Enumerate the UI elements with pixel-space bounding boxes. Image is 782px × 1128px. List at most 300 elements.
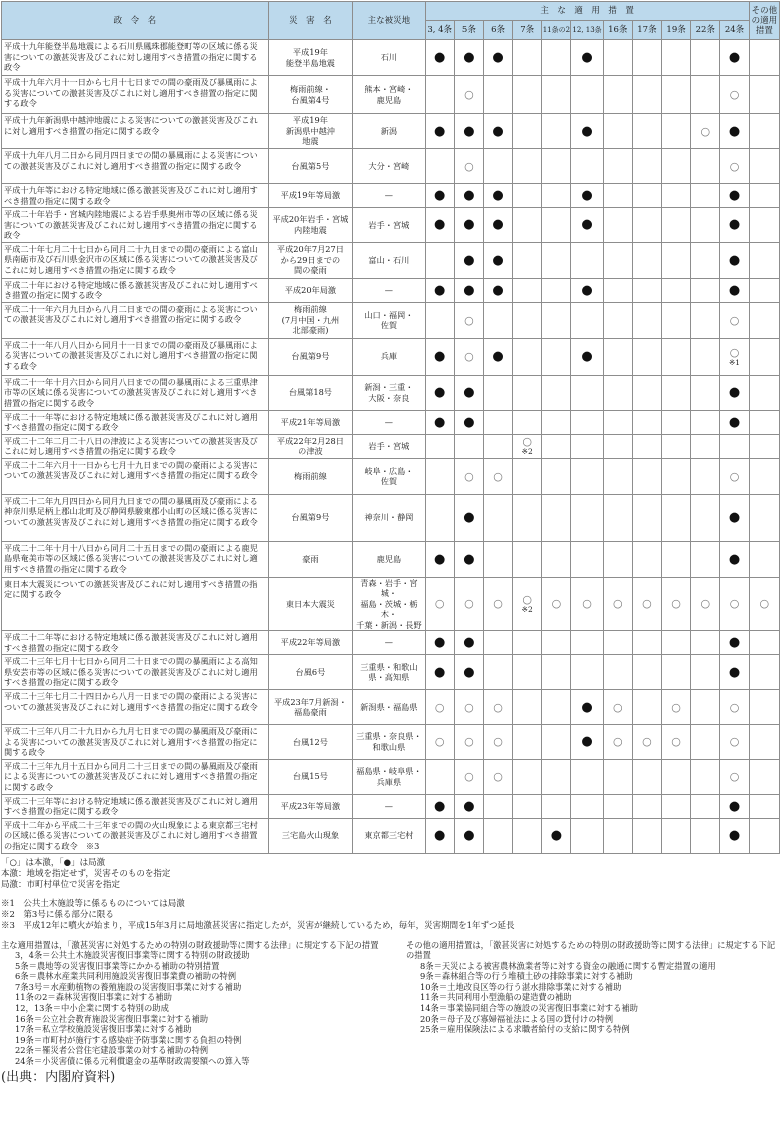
measure-cell bbox=[603, 655, 632, 690]
measure-cell bbox=[603, 818, 632, 853]
measure-cell bbox=[483, 76, 512, 114]
disaster-name: 梅雨前線 (7月中国・九州 北部豪雨) bbox=[268, 302, 353, 338]
decree-name: 平成二十三年等における特定地域に係る激甚災害及びこれに対し適用すべき措置の指定に関する政令 bbox=[2, 794, 269, 818]
affected-area: 三重県・和歌山 県・高知県 bbox=[353, 655, 425, 690]
measure-cell bbox=[513, 184, 542, 208]
affected-area: 岩手・宮城 bbox=[353, 434, 425, 458]
measure-cell bbox=[454, 338, 483, 375]
disaster-name: 平成21年等局激 bbox=[268, 410, 353, 434]
other-measure-cell bbox=[749, 759, 779, 794]
decree-name: 平成十二年から平成二十三年までの間の火山現象による東京都三宅村の区域に係る災害についての激甚災害及びこれに対し適用すべき措置の指定に関する政令 ※3 bbox=[2, 818, 269, 853]
main-disaster-mark: ○ bbox=[464, 159, 474, 173]
measure-cell bbox=[720, 494, 749, 541]
measure-cell bbox=[632, 302, 661, 338]
measure-cell bbox=[603, 208, 632, 243]
main-disaster-mark: ○ bbox=[434, 597, 445, 611]
measure-cell bbox=[603, 494, 632, 541]
local-disaster-mark: ● bbox=[463, 188, 475, 203]
measure-cell bbox=[691, 302, 720, 338]
table-row bbox=[2, 494, 780, 541]
measure-cell bbox=[691, 338, 720, 375]
main-disaster-mark: ○ bbox=[612, 700, 623, 714]
other-measure-cell bbox=[749, 184, 779, 208]
measure-cell bbox=[513, 375, 542, 410]
main-disaster-mark: ○ bbox=[464, 88, 474, 101]
measure-cell bbox=[691, 631, 720, 655]
measure-cell bbox=[720, 302, 749, 338]
cell-note: ※1 bbox=[728, 357, 741, 367]
measure-cell bbox=[483, 725, 512, 760]
measure-cell bbox=[603, 577, 632, 631]
measure-cell bbox=[571, 242, 603, 278]
measure-cell bbox=[425, 655, 454, 690]
local-disaster-mark: ● bbox=[581, 734, 593, 750]
main-intro: 主な適用措置は，「激甚災害に対処するための特別の財政援助等に関する法律」に規定する下記の措置 bbox=[1, 939, 379, 950]
measure-cell bbox=[720, 655, 749, 690]
table-row bbox=[2, 410, 780, 434]
main-disaster-mark: ○ bbox=[700, 124, 711, 138]
measure-cell bbox=[425, 242, 454, 278]
main-disaster-mark: ○ bbox=[729, 735, 740, 749]
local-disaster-mark: ● bbox=[463, 414, 475, 430]
local-disaster-mark: ● bbox=[728, 414, 741, 430]
decree-name: 平成二十二年等における特定地域に係る激甚災害及びこれに対し適用すべき措置の指定に関する政令 bbox=[2, 631, 269, 655]
decree-name: 平成十九年六月十一日から七月十七日までの間の豪雨及び暴風雨による災害についての激甚災害及びこれに対し適用すべき措置の指定に関する政令 bbox=[2, 76, 269, 114]
measure-cell bbox=[662, 655, 691, 690]
other-measure-item: 14条＝事業協同組合等の施設の災害復旧事業に対する補助 bbox=[420, 1003, 638, 1014]
measure-cell bbox=[483, 40, 512, 76]
measure-cell bbox=[513, 114, 542, 149]
affected-area: 大分・宮崎 bbox=[353, 149, 425, 184]
measure-cell bbox=[603, 410, 632, 434]
other-measure-cell bbox=[749, 338, 779, 375]
measure-cell bbox=[632, 184, 661, 208]
measure-cell bbox=[454, 655, 483, 690]
measure-cell bbox=[691, 725, 720, 760]
measure-cell bbox=[720, 114, 749, 149]
measure-cell bbox=[542, 631, 571, 655]
measure-cell bbox=[513, 458, 542, 494]
measure-cell bbox=[720, 208, 749, 243]
disaster-name: 梅雨前線・ 台風第4号 bbox=[268, 76, 353, 114]
measure-cell bbox=[425, 338, 454, 375]
main-disaster-mark: ○ bbox=[729, 700, 740, 714]
main-measures-explanation bbox=[1, 940, 406, 1067]
decree-name: 平成十九年等における特定地域に係る激甚災害及びこれに対し適用すべき措置の指定に関する政令 bbox=[2, 184, 269, 208]
measure-cell bbox=[662, 458, 691, 494]
measure-cell bbox=[513, 577, 542, 631]
footnote-3: ※3 平成12年に噴火が始まり，平成15年3月に局地激甚災害に指定したが，災害が継続しているため，毎年，災害期間を1年ずつ延長 bbox=[1, 920, 515, 931]
measure-cell bbox=[662, 759, 691, 794]
measure-cell bbox=[662, 410, 691, 434]
measure-cell bbox=[662, 114, 691, 149]
disaster-name: 三宅島火山現象 bbox=[268, 818, 353, 853]
measure-cell bbox=[662, 208, 691, 243]
affected-area: 岩手・宮城 bbox=[353, 208, 425, 243]
measure-cell bbox=[542, 114, 571, 149]
main-disaster-mark: ○ bbox=[729, 345, 740, 359]
measure-cell bbox=[542, 208, 571, 243]
affected-area: 新潟県・福島県 bbox=[353, 690, 425, 725]
cell-note: ※2 bbox=[521, 604, 533, 614]
disaster-name: 台風6号 bbox=[268, 655, 353, 690]
measure-cell bbox=[483, 184, 512, 208]
measure-cell bbox=[542, 40, 571, 76]
main-disaster-mark: ○ bbox=[464, 735, 474, 749]
main-measure-item: 6条＝農林水産業共同利用施設災害復旧事業費の補助の特例 bbox=[15, 971, 236, 982]
local-disaster-mark: ● bbox=[434, 664, 446, 680]
measure-cell bbox=[603, 375, 632, 410]
measure-cell bbox=[571, 410, 603, 434]
header-area: 主な被災地 bbox=[353, 2, 425, 40]
decree-name: 平成二十三年七月十七日から同月二十日までの間の暴風雨による高知県安芸市等の区域に係る災害についての激甚災害及びこれに対し適用すべき措置の指定に関する政令 bbox=[2, 655, 269, 690]
table-row bbox=[2, 631, 780, 655]
other-measure-cell bbox=[749, 434, 779, 458]
table-row bbox=[2, 184, 780, 208]
measure-cell bbox=[603, 690, 632, 725]
decree-name: 平成二十二年二月二十八日の津波による災害についての激甚災害及びこれに対し適用すべき措置の指定に関する政令 bbox=[2, 434, 269, 458]
measure-cell bbox=[542, 690, 571, 725]
measure-cell bbox=[571, 375, 603, 410]
measure-cell bbox=[542, 149, 571, 184]
local-disaster-mark: ● bbox=[434, 188, 446, 203]
measure-cell bbox=[662, 184, 691, 208]
legend-line: 局激：市町村単位で災害を指定 bbox=[1, 879, 121, 890]
decree-name: 平成二十一年十月六日から同月八日までの間の暴風雨による三重県津市等の区域に係る災害についての激甚災害及びこれに対し適用すべき措置の指定に関する政令 bbox=[2, 375, 269, 410]
table-row bbox=[2, 458, 780, 494]
measure-cell bbox=[454, 184, 483, 208]
decree-name: 東日本大震災についての激甚災害及びこれに対し適用すべき措置の指定に関する政令 bbox=[2, 577, 269, 631]
other-measure-item: 8条＝天災による被害農林漁業者等に対する資金の融通に関する暫定措置の適用 bbox=[420, 960, 716, 971]
measure-cell bbox=[571, 631, 603, 655]
measure-cell bbox=[691, 577, 720, 631]
measure-cell bbox=[425, 278, 454, 302]
measure-cell bbox=[425, 76, 454, 114]
measure-cell bbox=[454, 375, 483, 410]
measure-cell bbox=[483, 759, 512, 794]
affected-area: 青森・岩手・宮城・ 福島・茨城・栃木・ 千葉・新潟・長野 bbox=[353, 577, 425, 631]
col-header: 16条 bbox=[603, 21, 632, 40]
measure-cell bbox=[720, 818, 749, 853]
measure-cell bbox=[691, 242, 720, 278]
measure-cell bbox=[425, 302, 454, 338]
decree-name: 平成十九年能登半島地震による石川県鳳珠郡能登町等の区域に係る災害についての激甚災害及びこれに対し適用すべき措置の指定に関する政令 bbox=[2, 40, 269, 76]
col-header: 7条 bbox=[513, 21, 542, 40]
measure-cell bbox=[632, 149, 661, 184]
measure-cell bbox=[454, 434, 483, 458]
measure-cell bbox=[691, 114, 720, 149]
measure-cell bbox=[632, 76, 661, 114]
footnote-1: ※1 公共土木施設等に係るものについては局激 bbox=[1, 898, 185, 909]
measure-cell bbox=[603, 338, 632, 375]
local-disaster-mark: ● bbox=[728, 635, 741, 650]
local-disaster-mark: ● bbox=[463, 510, 475, 525]
local-disaster-mark: ● bbox=[581, 699, 593, 715]
footnotes bbox=[1, 899, 780, 932]
cell-note: ※2 bbox=[521, 447, 533, 456]
main-disaster-mark: ○ bbox=[612, 735, 623, 749]
measure-cell bbox=[603, 794, 632, 818]
measure-cell bbox=[632, 375, 661, 410]
measure-cell bbox=[662, 690, 691, 725]
affected-area: — bbox=[353, 410, 425, 434]
disaster-name: 台風第9号 bbox=[268, 494, 353, 541]
measure-cell bbox=[662, 302, 691, 338]
measure-cell bbox=[571, 302, 603, 338]
measure-cell bbox=[454, 302, 483, 338]
other-measure-cell bbox=[749, 302, 779, 338]
local-disaster-mark: ● bbox=[581, 349, 593, 364]
disaster-name: 梅雨前線 bbox=[268, 458, 353, 494]
other-measure-cell bbox=[749, 541, 779, 577]
main-disaster-mark: ○ bbox=[493, 597, 503, 611]
other-measure-cell bbox=[749, 655, 779, 690]
measure-cell bbox=[425, 794, 454, 818]
table-row bbox=[2, 690, 780, 725]
disaster-name: 平成20年7月27日 から29日までの 間の豪雨 bbox=[268, 242, 353, 278]
footnote-2: ※2 第3号に係る部分に限る bbox=[1, 909, 114, 920]
affected-area: 三重県・奈良県・ 和歌山県 bbox=[353, 725, 425, 760]
table-row bbox=[2, 149, 780, 184]
disaster-name: 台風第5号 bbox=[268, 149, 353, 184]
measure-cell bbox=[720, 541, 749, 577]
main-disaster-mark: ○ bbox=[729, 313, 740, 327]
measure-cell bbox=[571, 759, 603, 794]
measure-cell bbox=[571, 76, 603, 114]
measure-cell bbox=[454, 149, 483, 184]
local-disaster-mark: ● bbox=[581, 282, 593, 298]
decree-name: 平成二十一年六月九日から八月二日までの間の豪雨による災害についての激甚災害及びこれに対し適用すべき措置の指定に関する政令 bbox=[2, 302, 269, 338]
col-header: 6条 bbox=[483, 21, 512, 40]
main-measure-item: 22条＝罹災者公営住宅建設事業の対する補助の特例 bbox=[15, 1045, 209, 1056]
measure-cell bbox=[483, 794, 512, 818]
measure-cell bbox=[691, 410, 720, 434]
local-disaster-mark: ● bbox=[434, 551, 446, 567]
measure-cell bbox=[632, 338, 661, 375]
table-row bbox=[2, 40, 780, 76]
main-disaster-mark: ○ bbox=[464, 770, 474, 783]
measure-cell bbox=[454, 494, 483, 541]
measure-cell bbox=[542, 655, 571, 690]
main-disaster-mark: ○ bbox=[464, 597, 474, 611]
local-disaster-mark: ● bbox=[463, 551, 475, 567]
measure-cell bbox=[513, 338, 542, 375]
local-disaster-mark: ● bbox=[728, 798, 741, 814]
other-measure-cell bbox=[749, 690, 779, 725]
measure-cell bbox=[632, 818, 661, 853]
measure-cell bbox=[662, 40, 691, 76]
other-measure-cell bbox=[749, 278, 779, 302]
table-row bbox=[2, 114, 780, 149]
measure-cell bbox=[425, 690, 454, 725]
table-row bbox=[2, 725, 780, 760]
affected-area: 岐阜・広島・ 佐賀 bbox=[353, 458, 425, 494]
main-disaster-mark: ○ bbox=[612, 597, 623, 611]
header-decree: 政 令 名 bbox=[2, 2, 269, 40]
other-measure-item: 11条＝共同利用小型漁船の建造費の補助 bbox=[420, 992, 572, 1003]
local-disaster-mark: ● bbox=[463, 798, 475, 814]
measure-cell bbox=[542, 302, 571, 338]
disaster-name: 平成20年局激 bbox=[268, 278, 353, 302]
affected-area: — bbox=[353, 278, 425, 302]
measure-cell bbox=[603, 434, 632, 458]
measure-cell bbox=[483, 690, 512, 725]
other-measures-explanation bbox=[406, 940, 778, 1067]
measure-cell bbox=[483, 458, 512, 494]
main-disaster-mark: ○ bbox=[493, 469, 503, 483]
table-row bbox=[2, 794, 780, 818]
other-measure-cell bbox=[749, 725, 779, 760]
other-measure-cell bbox=[749, 242, 779, 278]
measure-cell bbox=[513, 655, 542, 690]
measure-cell bbox=[571, 494, 603, 541]
measure-cell bbox=[425, 818, 454, 853]
measure-cell bbox=[483, 114, 512, 149]
measure-cell bbox=[632, 725, 661, 760]
measure-cell bbox=[454, 410, 483, 434]
local-disaster-mark: ● bbox=[728, 123, 741, 139]
measure-cell bbox=[691, 541, 720, 577]
measure-cell bbox=[454, 794, 483, 818]
measure-cell bbox=[691, 458, 720, 494]
other-measure-cell bbox=[749, 794, 779, 818]
measure-cell bbox=[603, 149, 632, 184]
measure-cell bbox=[542, 725, 571, 760]
measure-cell bbox=[691, 690, 720, 725]
measure-cell bbox=[720, 458, 749, 494]
measure-cell bbox=[691, 149, 720, 184]
measure-cell bbox=[691, 494, 720, 541]
measure-cell bbox=[632, 410, 661, 434]
main-measure-item: 11条の2＝森林災害復旧事業に対する補助 bbox=[15, 992, 172, 1003]
measure-cell bbox=[483, 242, 512, 278]
main-measure-item: 19条＝市町村が施行する感染症予防事業に関する負担の特例 bbox=[15, 1034, 242, 1045]
measure-cell bbox=[632, 655, 661, 690]
measure-cell bbox=[513, 242, 542, 278]
measure-cell bbox=[691, 794, 720, 818]
measure-cell bbox=[513, 794, 542, 818]
local-disaster-mark: ● bbox=[463, 664, 475, 680]
main-disaster-mark: ○ bbox=[551, 597, 562, 611]
col-header: 19条 bbox=[662, 21, 691, 40]
local-disaster-mark: ● bbox=[463, 50, 475, 65]
measure-cell bbox=[542, 759, 571, 794]
local-disaster-mark: ● bbox=[434, 349, 446, 364]
measure-cell bbox=[603, 184, 632, 208]
legend-line: 本激：地域を指定せず，災害そのものを指定 bbox=[1, 868, 171, 879]
decree-name: 平成二十二年六月十一日から七月十九日までの間の豪雨による災害についての激甚災害及びこれに対し適用すべき措置の指定に関する政令 bbox=[2, 458, 269, 494]
measure-cell bbox=[603, 725, 632, 760]
other-measure-cell bbox=[749, 577, 779, 631]
local-disaster-mark: ● bbox=[581, 217, 593, 233]
measure-cell bbox=[425, 184, 454, 208]
measure-cell bbox=[425, 375, 454, 410]
local-disaster-mark: ● bbox=[492, 50, 504, 65]
local-disaster-mark: ● bbox=[728, 510, 741, 525]
measure-cell bbox=[571, 458, 603, 494]
measure-cell bbox=[691, 278, 720, 302]
measure-cell bbox=[571, 577, 603, 631]
measure-cell bbox=[662, 541, 691, 577]
local-disaster-mark: ● bbox=[463, 123, 475, 139]
measure-cell bbox=[425, 541, 454, 577]
local-disaster-mark: ● bbox=[728, 188, 741, 203]
other-measure-item: 25条＝雇用保険法による求職者給付の支給に関する特例 bbox=[420, 1024, 630, 1035]
main-disaster-mark: ○ bbox=[700, 597, 711, 611]
measure-cell bbox=[662, 794, 691, 818]
measure-cell bbox=[483, 541, 512, 577]
measure-cell bbox=[720, 40, 749, 76]
measure-cell bbox=[483, 631, 512, 655]
measure-cell bbox=[542, 184, 571, 208]
measure-cell bbox=[571, 818, 603, 853]
measure-cell bbox=[571, 184, 603, 208]
main-disaster-mark: ○ bbox=[671, 597, 681, 611]
main-disaster-mark: ○ bbox=[493, 735, 503, 749]
measure-cell bbox=[720, 184, 749, 208]
other-measure-cell bbox=[749, 410, 779, 434]
local-disaster-mark: ● bbox=[434, 635, 446, 650]
measure-cell bbox=[662, 375, 691, 410]
measure-cell bbox=[632, 278, 661, 302]
measure-cell bbox=[542, 242, 571, 278]
decree-name: 平成十九年新潟県中越沖地震による災害についての激甚災害及びこれに対し適用すべき措置の指定に関する政令 bbox=[2, 114, 269, 149]
table-row bbox=[2, 302, 780, 338]
other-intro: その他の適用措置は，「激甚災害に対処するための特別の財政援助等に関する法律」に規定する下記の措置 bbox=[406, 939, 776, 961]
main-measure-item: 17条＝私立学校施設災害復旧事業に対する補助 bbox=[15, 1024, 192, 1035]
local-disaster-mark: ● bbox=[728, 50, 741, 65]
measure-cell bbox=[454, 759, 483, 794]
main-disaster-mark: ○ bbox=[729, 469, 740, 483]
affected-area: 兵庫 bbox=[353, 338, 425, 375]
measure-cell bbox=[483, 577, 512, 631]
local-disaster-mark: ● bbox=[434, 282, 446, 298]
local-disaster-mark: ● bbox=[492, 252, 504, 268]
main-disaster-mark: ○ bbox=[434, 735, 445, 749]
other-measure-item: 9条＝森林組合等の行う堆積土砂の排除事業に対する補助 bbox=[420, 971, 633, 982]
measure-cell bbox=[513, 541, 542, 577]
measure-cell bbox=[542, 278, 571, 302]
table-row bbox=[2, 655, 780, 690]
measure-cell bbox=[603, 40, 632, 76]
measure-cell bbox=[513, 690, 542, 725]
measure-cell bbox=[720, 149, 749, 184]
measure-cell bbox=[662, 338, 691, 375]
measure-cell bbox=[632, 458, 661, 494]
measure-cell bbox=[720, 278, 749, 302]
disaster-name: 豪雨 bbox=[268, 541, 353, 577]
measure-cell bbox=[691, 208, 720, 243]
local-disaster-mark: ● bbox=[492, 349, 504, 364]
table-row bbox=[2, 208, 780, 243]
measure-cell bbox=[513, 76, 542, 114]
measure-cell bbox=[632, 631, 661, 655]
local-disaster-mark: ● bbox=[550, 828, 563, 843]
measure-cell bbox=[542, 541, 571, 577]
measure-cell bbox=[571, 725, 603, 760]
affected-area: 富山・石川 bbox=[353, 242, 425, 278]
local-disaster-mark: ● bbox=[728, 664, 741, 680]
measure-cell bbox=[571, 114, 603, 149]
measure-cell bbox=[720, 375, 749, 410]
measure-cell bbox=[454, 40, 483, 76]
affected-area: 東京都三宅村 bbox=[353, 818, 425, 853]
measure-cell bbox=[603, 242, 632, 278]
other-measure-cell bbox=[749, 458, 779, 494]
table-row bbox=[2, 541, 780, 577]
measure-cell bbox=[571, 40, 603, 76]
measure-cell bbox=[425, 494, 454, 541]
